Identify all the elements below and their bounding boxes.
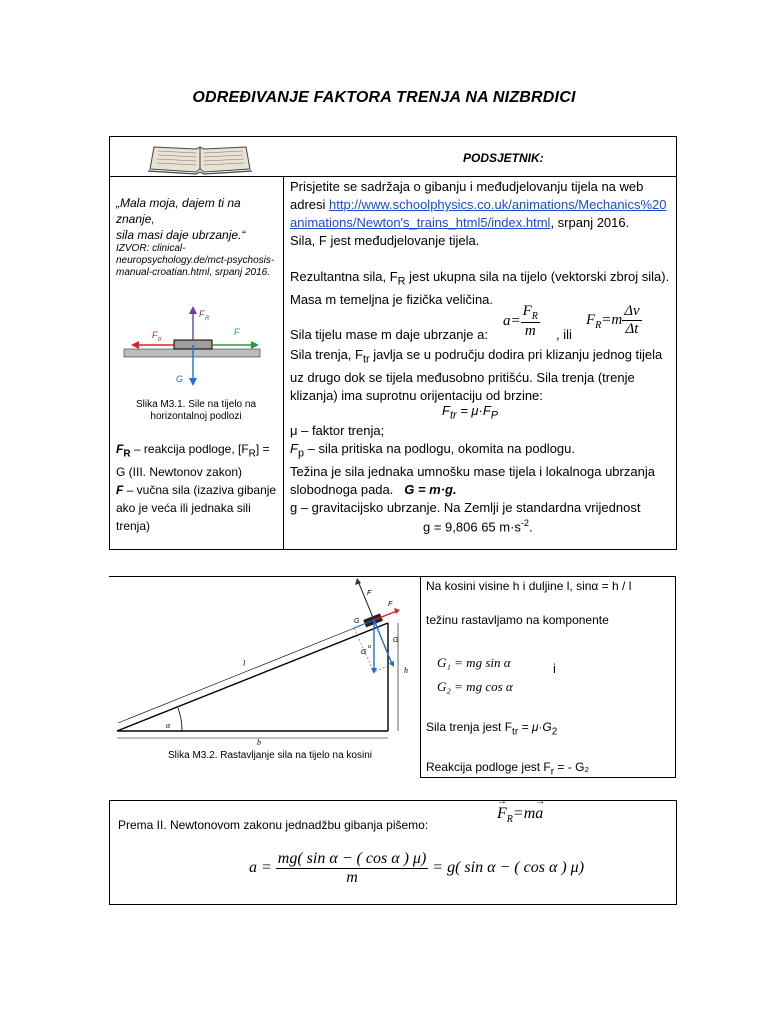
paragraph-text: jest ukupna sila na tijelo (vektorski zbroj sila). xyxy=(405,269,670,284)
paragraph xyxy=(290,463,672,499)
fr-symbol: F xyxy=(116,442,124,456)
g2-formula: G₂ = mg cos α xyxy=(437,679,513,694)
reaction-line xyxy=(426,760,589,777)
quote-line: „Mala moja, dajem ti na znanje, xyxy=(116,196,241,226)
paragraph xyxy=(290,440,672,463)
paragraph-text: Prisjetite se sadržaja o gibanju i međudjelovanju tijela na web adresi xyxy=(290,179,644,212)
paragraph: Na kosini visine h i duljine l, sinα = h / l xyxy=(426,579,632,593)
paragraph-text: Rezultantna sila, F xyxy=(290,269,398,284)
label-g2: G xyxy=(354,618,360,625)
label-fr: F xyxy=(388,601,393,608)
friction-paragraph xyxy=(290,346,672,405)
paragraph: Sila tijelu mase m daje ubrzanje a: xyxy=(290,327,488,342)
paragraph: Sila, F jest međudjelovanje tijela. xyxy=(290,233,480,248)
label-ftr: F xyxy=(152,330,158,340)
label-f: F xyxy=(234,327,240,337)
paragraph-text: Težina je sila jednaka umnošku mase tijela i lokalnoga ubrzanja slobodnoga pada. xyxy=(290,463,655,497)
g1-formula: G₁ = mg sin α xyxy=(437,655,511,670)
label-l: l xyxy=(243,659,246,668)
superscript: -2 xyxy=(520,518,529,528)
text: Sila trenja jest F xyxy=(426,720,513,734)
formula: G = m·g. xyxy=(404,481,457,497)
horizontal-forces-diagram xyxy=(116,305,276,397)
table-divider xyxy=(675,576,676,778)
newton-text: Prema II. Newtonovom zakonu jednadžbu gibanja pišemo: xyxy=(118,818,429,832)
ili-text: , ili xyxy=(556,327,572,342)
paragraph: g – gravitacijsko ubrzanje. Na Zemlji je standardna vrijednost xyxy=(290,499,641,515)
label-fr-sub: R xyxy=(205,316,210,322)
text: = μ·G xyxy=(518,720,552,734)
subscript: 2 xyxy=(551,726,558,738)
label-ftr-sub: tr xyxy=(158,337,162,343)
figure-caption: Slika M3.1. Sile na tijelo na horizontalnoj podlozi xyxy=(135,399,257,422)
subscript: tr xyxy=(512,726,519,738)
reminder-text xyxy=(290,178,670,309)
formula-part: = μ·F xyxy=(456,403,491,418)
book-icon xyxy=(146,139,254,175)
subscript: p xyxy=(297,447,304,460)
label-alpha-small: α xyxy=(368,644,372,650)
g-value xyxy=(423,514,533,536)
schoolphysics-link[interactable]: http://www.schoolphysics.co.uk/animations/Mechanics%20animations/Newton's_trains_html5/index.html xyxy=(290,197,667,230)
incline-diagram xyxy=(112,578,418,747)
formula-part: . xyxy=(528,519,533,535)
paragraph-text: – sila pritiska na podlogu, okomita na podlogu. xyxy=(303,441,575,456)
left-definitions xyxy=(116,440,280,535)
symbol: F xyxy=(290,441,298,456)
newton-formula: F → $_R$=ma → xyxy=(497,796,546,826)
text: = - G₂ xyxy=(554,760,590,774)
page-title: ODREĐIVANJE FAKTORA TRENJA NA NIZBRDICI xyxy=(192,89,576,106)
f-symbol: F xyxy=(116,483,124,498)
paragraph xyxy=(290,178,670,232)
table-divider xyxy=(109,176,676,177)
quote xyxy=(116,195,276,243)
label-fr: F xyxy=(199,309,205,319)
label-h: h xyxy=(404,666,408,675)
eq-lhs: a = xyxy=(249,859,272,877)
reminder-header: PODSJETNIK: xyxy=(463,151,544,165)
label-g1: G xyxy=(393,637,399,644)
formula-fr: $F_R=m$ $\frac{\Delta v}{\Delta t}$ xyxy=(586,303,640,337)
fr-sub: R xyxy=(123,448,131,460)
paragraph xyxy=(290,268,670,291)
label-g: G xyxy=(361,649,367,656)
figure-caption: Slika M3.2. Rastavljanje sila na tijelo na kosini xyxy=(168,750,372,761)
friction-line xyxy=(426,720,557,737)
paragraph-text: Sila trenja, F xyxy=(290,347,363,362)
definitions xyxy=(290,422,672,517)
fr-def-end: ] = G (III. Newtonov zakon) xyxy=(116,442,270,480)
fr-def: – reakcija podloge, [F xyxy=(130,442,249,456)
formula-a: a= $\frac{F_R}{m}$ xyxy=(503,303,538,339)
paragraph: μ – faktor trenja; xyxy=(290,423,385,438)
paragraph-text: javlja se u području dodira pri klizanju jednog tijela uz drugo dok se tijela međusobno pritišću. Sila trenja (trenje klizanja) ima suprotnu orijentaciju od brzine: xyxy=(290,347,663,403)
acceleration-equation xyxy=(249,850,584,887)
table-divider xyxy=(109,576,676,577)
label-g: G xyxy=(176,374,184,384)
incline-text xyxy=(426,578,672,628)
quote-source: IZVOR: clinical-neuropsychology.de/mct-psychosis-manual-croatian.html, srpanj 2016. xyxy=(116,243,275,278)
quote-line: sila masi daje ubrzanje.“ xyxy=(116,228,246,242)
eq-denominator: m xyxy=(346,869,358,886)
subscript: r xyxy=(550,766,555,778)
text: Reakcija podloge jest F xyxy=(426,760,551,774)
paragraph: težinu rastavljamo na komponente xyxy=(426,613,609,627)
label-alpha: α xyxy=(166,721,171,730)
subscript: R xyxy=(397,275,406,288)
eq-rhs: = g( sin α − ( cos α ) μ) xyxy=(432,859,585,877)
label-b: b xyxy=(257,738,261,747)
eq-numerator: mg( sin α − ( cos α ) μ) xyxy=(277,850,427,867)
formula-part: g = 9,806 65 m·s xyxy=(423,519,521,535)
paragraph-text: , srpanj 2016. xyxy=(550,215,630,230)
subscript: tr xyxy=(362,353,370,366)
formula-part: F xyxy=(442,403,450,418)
conjunction: i xyxy=(553,661,556,676)
fr-sub-2: R xyxy=(248,448,256,460)
f-def: – vučna sila (izaziva gibanje ako je veća ili jednaka sili trenja) xyxy=(116,483,277,534)
label-fn: F xyxy=(367,590,372,597)
subscript: P xyxy=(490,409,499,422)
subscript: tr xyxy=(449,409,457,422)
table-divider xyxy=(420,576,421,778)
component-formulas xyxy=(437,651,513,699)
table-divider xyxy=(283,176,284,549)
paragraph: Masa m temeljna je fizička veličina. xyxy=(290,291,494,307)
